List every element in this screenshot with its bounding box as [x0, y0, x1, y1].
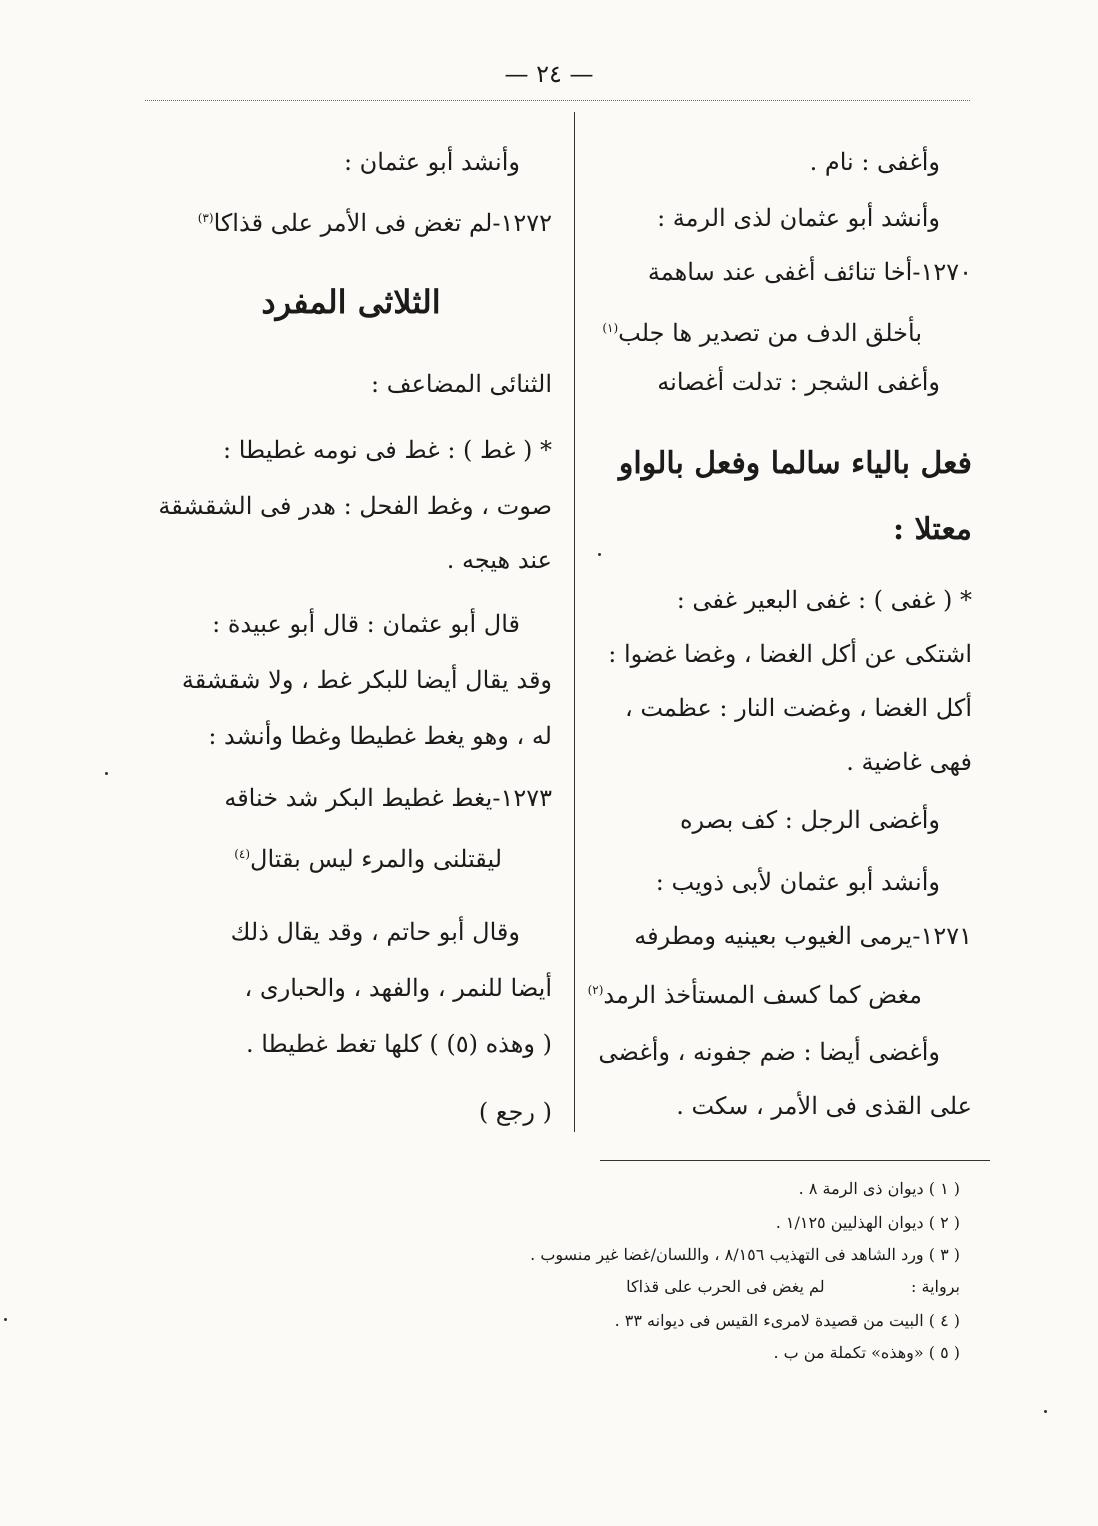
line-text: ١٢٧٢-لم تغض فى الأمر على قذاكا	[213, 209, 552, 237]
line-text: ١٢٧١-يرمى الغيوب بعينيه ومطرفه	[634, 922, 972, 950]
line-text: على القذى فى الأمر ، سكت .	[676, 1092, 972, 1120]
header-rule	[145, 100, 970, 101]
line-text: أيضا للنمر ، والفهد ، والحبارى ،	[244, 974, 552, 1002]
line-text: فهى غاضية .	[846, 748, 972, 776]
line-text: فعل بالياء سالما وفعل بالواو	[618, 446, 972, 481]
line-text: ١٢٧٣-يغط غطيط البكر شد خناقه	[224, 784, 552, 812]
text-line	[592, 806, 972, 836]
text-line	[150, 784, 552, 814]
line-text: ليقتلنى والمرء ليس بقتال	[250, 845, 502, 873]
line-text: وأنشد أبو عثمان :	[343, 148, 520, 176]
line-text: الثنائى المضاعف :	[371, 370, 552, 398]
text-line	[150, 492, 552, 522]
text-line	[150, 974, 552, 1004]
line-text: وأغضى الرجل : كف بصره	[679, 806, 940, 834]
text-line	[150, 204, 552, 237]
text-line	[592, 368, 972, 398]
line-text: ( وهذه (٥) ) كلها تغط غطيطا .	[245, 1030, 552, 1058]
footnote-rule	[600, 1160, 990, 1161]
text-line	[592, 922, 972, 952]
line-text: أكل الغضا ، وغضت النار : عظمت ،	[624, 694, 972, 722]
footnote: ( ٤ ) البيت من قصيدة لامرىء القيس فى ديوانه ٣٣ .	[614, 1311, 960, 1330]
page-number: — ٢٤ —	[504, 60, 594, 88]
line-text: وأنشد أبو عثمان لأبى ذويب :	[655, 868, 940, 896]
text-line	[592, 640, 972, 670]
line-text: * ( غط ) : غط فى نومه غطيطا :	[223, 436, 552, 464]
stray-mark	[4, 1318, 7, 1321]
text-line	[592, 748, 972, 778]
text-line	[592, 512, 972, 552]
stray-mark	[598, 553, 601, 556]
line-text: وقد يقال أيضا للبكر غط ، ولا شقشقة	[181, 666, 552, 694]
text-line	[150, 666, 552, 696]
stray-mark	[105, 772, 108, 775]
text-line	[592, 868, 972, 898]
line-text: وأغضى أيضا : ضم جفونه ، وأغضى	[598, 1038, 940, 1066]
text-line	[587, 976, 972, 1009]
text-line	[592, 148, 972, 178]
line-text: وأغفى الشجر : تدلت أغصانه	[657, 368, 940, 396]
line-text: وقال أبو حاتم ، وقد يقال ذلك	[230, 918, 520, 946]
text-line	[150, 722, 552, 752]
text-line	[150, 148, 552, 178]
text-line	[150, 436, 552, 466]
line-text: له ، وهو يغط غطيطا وغطا وأنشد :	[208, 722, 552, 750]
text-line	[592, 1038, 972, 1068]
footnote: برواية : لم يغض فى الحرب على قذاكا	[626, 1277, 960, 1296]
line-text: بأخلق الدف من تصدير ها جلب	[618, 319, 922, 347]
footnote: ( ٥ ) «وهذه» تكملة من ب .	[773, 1343, 960, 1362]
line-text: مغض كما كسف المستأخذ الرمد	[603, 981, 922, 1009]
line-text: صوت ، وغط الفحل : هدر فى الشقشقة	[158, 492, 552, 520]
text-line	[592, 258, 972, 288]
line-text: ١٢٧٠-أخا تنائف أغفى عند ساهمة	[647, 258, 972, 286]
text-line	[150, 840, 552, 873]
footnote-ref: (٤)	[234, 847, 251, 861]
text-line	[592, 204, 972, 234]
line-text: وأنشد أبو عثمان لذى الرمة :	[657, 204, 940, 232]
text-line	[592, 1092, 972, 1122]
line-text: اشتكى عن أكل الغضا ، وغضا غضوا :	[608, 640, 972, 668]
line-text: قال أبو عثمان : قال أبو عبيدة :	[212, 610, 520, 638]
footnote: ( ١ ) ديوان ذى الرمة ٨ .	[798, 1179, 960, 1198]
footnote-ref: (٢)	[587, 983, 604, 997]
text-line	[592, 314, 972, 347]
text-line	[592, 586, 972, 616]
footnote: ( ٣ ) ورد الشاهد فى التهذيب ٨/١٥٦ ، واللسان/غضا غير منسوب .	[530, 1245, 960, 1264]
line-text: وأغفى : نام .	[809, 148, 940, 176]
column-divider	[574, 112, 575, 1132]
line-text: * ( غفى ) : غفى البعير غفى :	[676, 586, 972, 614]
text-line	[150, 610, 552, 640]
text-line	[592, 446, 972, 486]
text-line	[150, 1098, 552, 1128]
line-text: معتلا :	[892, 512, 972, 547]
footnote-ref: (٣)	[197, 211, 214, 225]
footnote-ref: (١)	[602, 321, 619, 335]
text-line	[150, 546, 552, 576]
line-text: الثلاثى المفرد	[261, 283, 441, 321]
footnote: ( ٢ ) ديوان الهذليين ١/١٢٥ .	[775, 1213, 960, 1232]
text-line	[150, 370, 552, 400]
line-text: عند هيجه .	[446, 546, 552, 574]
text-line	[150, 282, 552, 326]
line-text: ( رجع )	[478, 1098, 552, 1126]
text-line	[150, 918, 552, 948]
stray-mark	[1044, 1410, 1047, 1413]
text-line	[592, 694, 972, 724]
text-line	[150, 1030, 552, 1060]
